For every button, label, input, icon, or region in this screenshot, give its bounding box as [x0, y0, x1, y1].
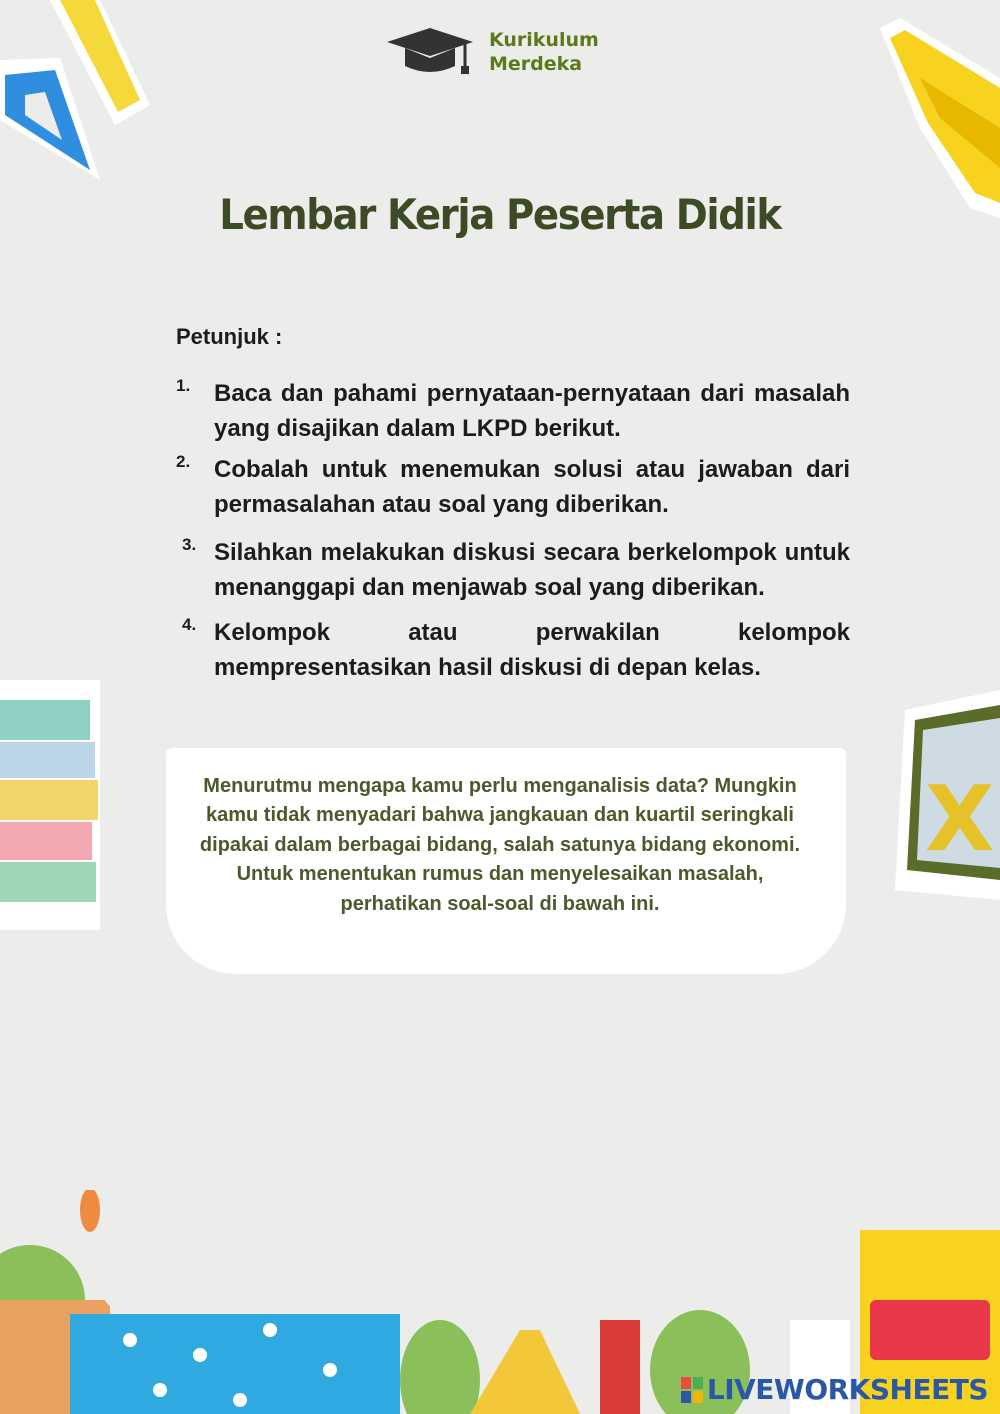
liveworksheets-watermark: [681, 1373, 988, 1406]
brand-header: [385, 26, 599, 78]
instruction-step: [176, 535, 850, 605]
instruction-step: [176, 376, 850, 446]
step-text: Cobalah untuk menemukan solusi atau jawaban dari permasalahan atau soal yang diberikan.: [214, 456, 850, 518]
graduation-cap-icon: [385, 26, 475, 78]
brand-line-2: Merdeka: [489, 53, 583, 75]
highlighter-decoration: [860, 18, 1000, 218]
step-text: Silahkan melakukan diskusi secara berkelompok untuk menanggapi dan menjawab soal yang diberikan.: [214, 539, 850, 601]
brand-line-1: Kurikulum: [489, 29, 599, 51]
instruction-step: [176, 615, 850, 685]
instructions-heading: Petunjuk :: [176, 324, 283, 349]
step-text: Kelompok atau perwakilan kelompok mempresentasikan hasil diskusi di depan kelas.: [214, 619, 850, 681]
instruction-step: [176, 452, 850, 522]
step-number: 4.: [182, 615, 197, 634]
step-number: 2.: [176, 452, 191, 471]
callout-text: Menurutmu mengapa kamu perlu menganalisis data? Mungkin kamu tidak menyadari bahwa jangkauan dan kuartil seringkali dipakai dalam berbagai bidang, salah satunya bidang ekonomi. Untuk menentukan rumus dan menyelesaikan masalah, perhatikan soal-soal di bawah ini.: [199, 775, 801, 915]
liveworksheets-logo-icon: [681, 1377, 703, 1403]
x-card-decoration: [895, 690, 1000, 900]
step-text: Baca dan pahami pernyataan-pernyataan dari masalah yang disajikan dalam LKPD berikut.: [214, 380, 850, 442]
ruler-triangle-decoration: [0, 0, 160, 190]
page-title: Lembar Kerja Peserta Didik: [219, 190, 781, 239]
step-number: 3.: [182, 535, 197, 554]
watermark-text: LIVEWORKSHEETS: [706, 1373, 988, 1406]
svg-text:X: X: [925, 767, 995, 872]
step-number: 1.: [176, 376, 191, 395]
instructions-list: [176, 376, 850, 685]
books-decoration: [0, 680, 105, 940]
